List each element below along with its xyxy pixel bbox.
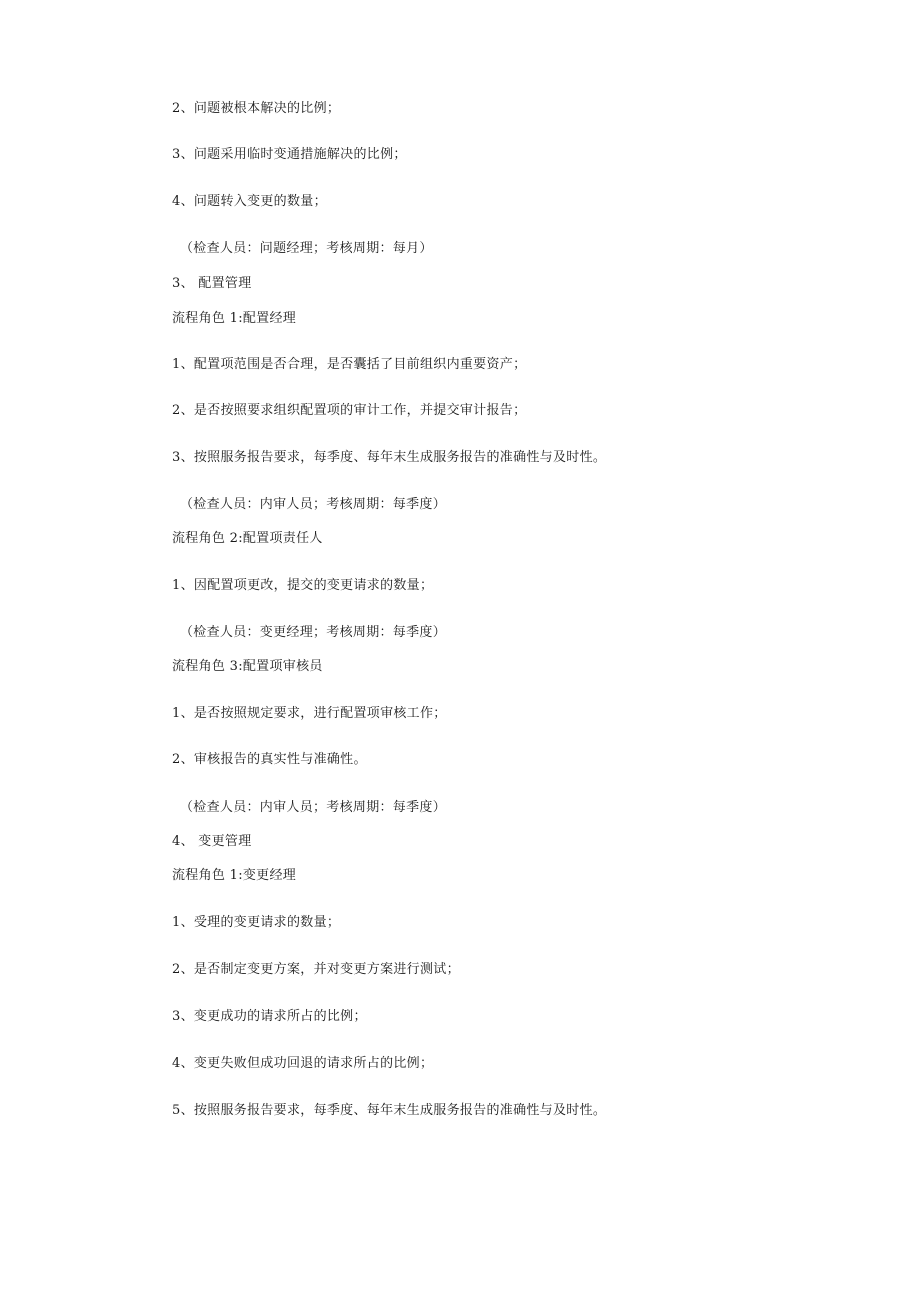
config-role3-item-1: 1、是否按照规定要求，进行配置项审核工作； — [172, 706, 447, 721]
config-role3-title: 流程角色 3:配置项审核员 — [172, 659, 323, 674]
config-role1-item-3: 3、按照服务报告要求，每季度、每年末生成服务报告的准确性与及时性。 — [172, 450, 607, 465]
change-role1-item-3: 3、变更成功的请求所占的比例； — [172, 1009, 367, 1024]
config-role2-item-1: 1、因配置项更改，提交的变更请求的数量； — [172, 578, 434, 593]
config-role1-item-2: 2、是否按照要求组织配置项的审计工作，并提交审计报告； — [172, 403, 527, 418]
change-role1-item-2: 2、是否制定变更方案，并对变更方案进行测试； — [172, 962, 460, 977]
config-role2-check-note: （检查人员：变更经理；考核周期：每季度） — [180, 625, 447, 640]
config-role3-item-2: 2、审核报告的真实性与准确性。 — [172, 752, 367, 767]
change-role1-title: 流程角色 1:变更经理 — [172, 868, 297, 883]
problem-item-2: 2、问题被根本解决的比例； — [172, 101, 341, 116]
problem-item-3: 3、问题采用临时变通措施解决的比例； — [172, 147, 407, 162]
config-role1-item-1: 1、配置项范围是否合理，是否囊括了目前组织内重要资产； — [172, 357, 527, 372]
change-mgmt-heading: 4、 变更管理 — [172, 834, 252, 849]
change-role1-item-5: 5、按照服务报告要求，每季度、每年末生成服务报告的准确性与及时性。 — [172, 1103, 607, 1118]
change-role1-item-1: 1、受理的变更请求的数量； — [172, 915, 341, 930]
config-role1-title: 流程角色 1:配置经理 — [172, 311, 297, 326]
config-role1-check-note: （检查人员：内审人员；考核周期：每季度） — [180, 497, 447, 512]
change-role1-item-4: 4、变更失败但成功回退的请求所占的比例； — [172, 1056, 434, 1071]
config-mgmt-heading: 3、 配置管理 — [172, 276, 252, 291]
config-role3-check-note: （检查人员：内审人员；考核周期：每季度） — [180, 800, 447, 815]
problem-item-4: 4、问题转入变更的数量； — [172, 194, 327, 209]
problem-check-note: （检查人员：问题经理；考核周期：每月） — [180, 241, 433, 256]
config-role2-title: 流程角色 2:配置项责任人 — [172, 531, 323, 546]
